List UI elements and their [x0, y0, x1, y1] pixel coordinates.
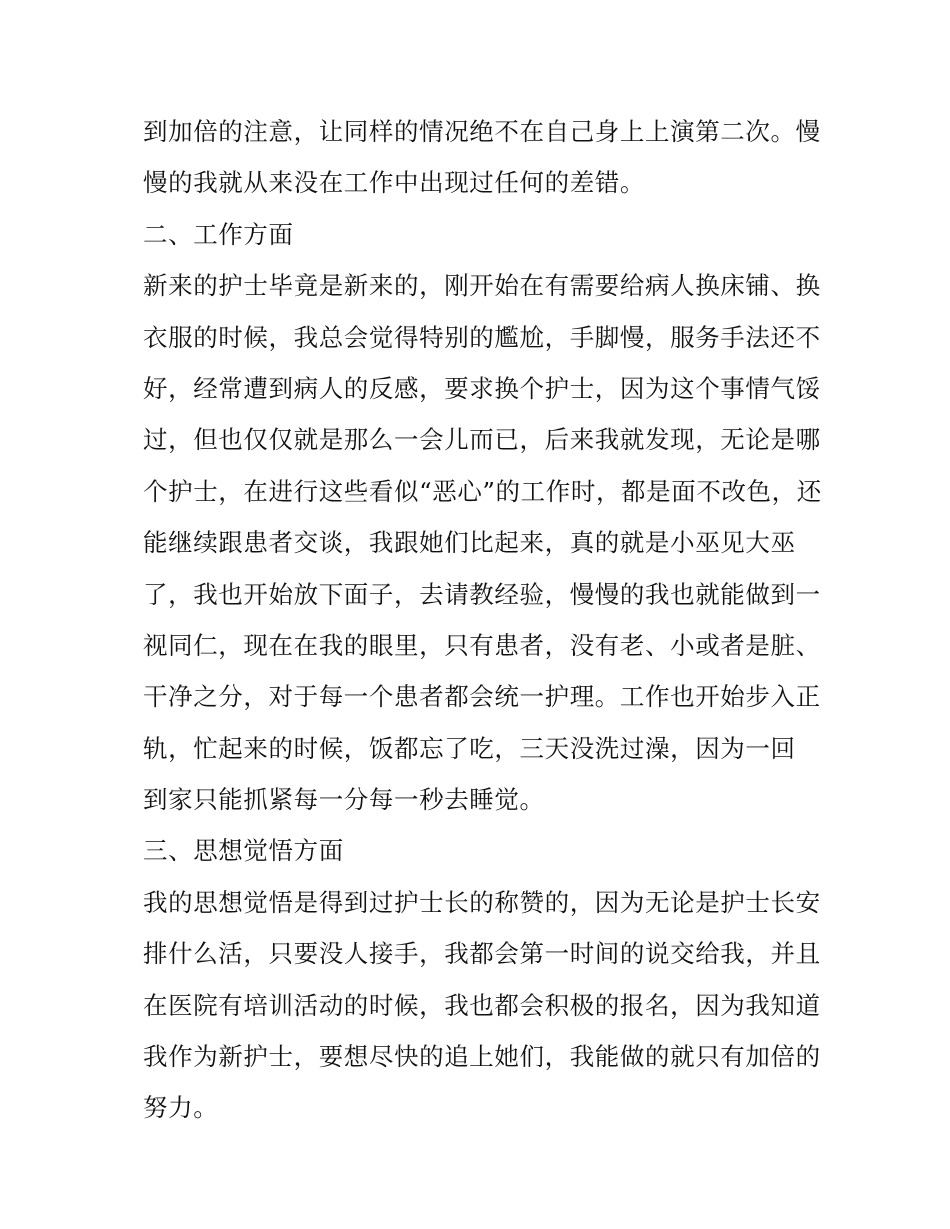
text-line: 好，经常遭到病人的反感，要求换个护士，因为这个事情气馁 — [143, 373, 821, 403]
text-line: 了，我也开始放下面子，去请教经验，慢慢的我也就能做到一 — [143, 579, 821, 609]
text-line: 到加倍的注意，让同样的情况绝不在自己身上上演第二次。慢 — [143, 117, 821, 146]
text-line: 我的思想觉悟是得到过护士长的称赞的，因为无论是护士长安 — [143, 887, 821, 917]
text-line: 新来的护士毕竟是新来的，刚开始在有需要给病人换床铺、换 — [143, 271, 821, 301]
text-line: 视同仁，现在在我的眼里，只有患者，没有老、小或者是脏、 — [143, 630, 821, 660]
section-heading-work: 二、工作方面 — [143, 219, 294, 249]
text-line: 排什么活，只要没人接手，我都会第一时间的说交给我，并且 — [143, 939, 821, 969]
text-line: 到家只能抓紧每一分每一秒去睡觉。 — [143, 785, 545, 815]
text-line: 在医院有培训活动的时候，我也都会积极的报名，因为我知道 — [143, 990, 821, 1020]
text-line: 轨，忙起来的时候，饭都忘了吃，三天没洗过澡，因为一回 — [143, 733, 796, 763]
text-line: 个护士，在进行这些看似“恶心”的工作时，都是面不改色，还 — [143, 476, 822, 506]
text-line: 能继续跟患者交谈，我跟她们比起来，真的就是小巫见大巫 — [143, 528, 796, 558]
text-line: 努力。 — [143, 1093, 219, 1123]
text-line: 过，但也仅仅就是那么一会儿而已，后来我就发现，无论是哪 — [143, 425, 821, 455]
text-line: 衣服的时候，我总会觉得特别的尷尬，手脚慢，服务手法还不 — [143, 322, 821, 352]
text-line: 慢的我就从来没在工作中出现过任何的差错。 — [143, 168, 645, 198]
text-line: 我作为新护士，要想尽快的追上她们，我能做的就只有加倍的 — [143, 1042, 821, 1072]
section-heading-thinking: 三、思想觉悟方面 — [143, 836, 344, 866]
document-body — [143, 106, 822, 1134]
text-line: 干净之分，对于每一个患者都会统一护理。工作也开始步入正 — [143, 682, 821, 712]
